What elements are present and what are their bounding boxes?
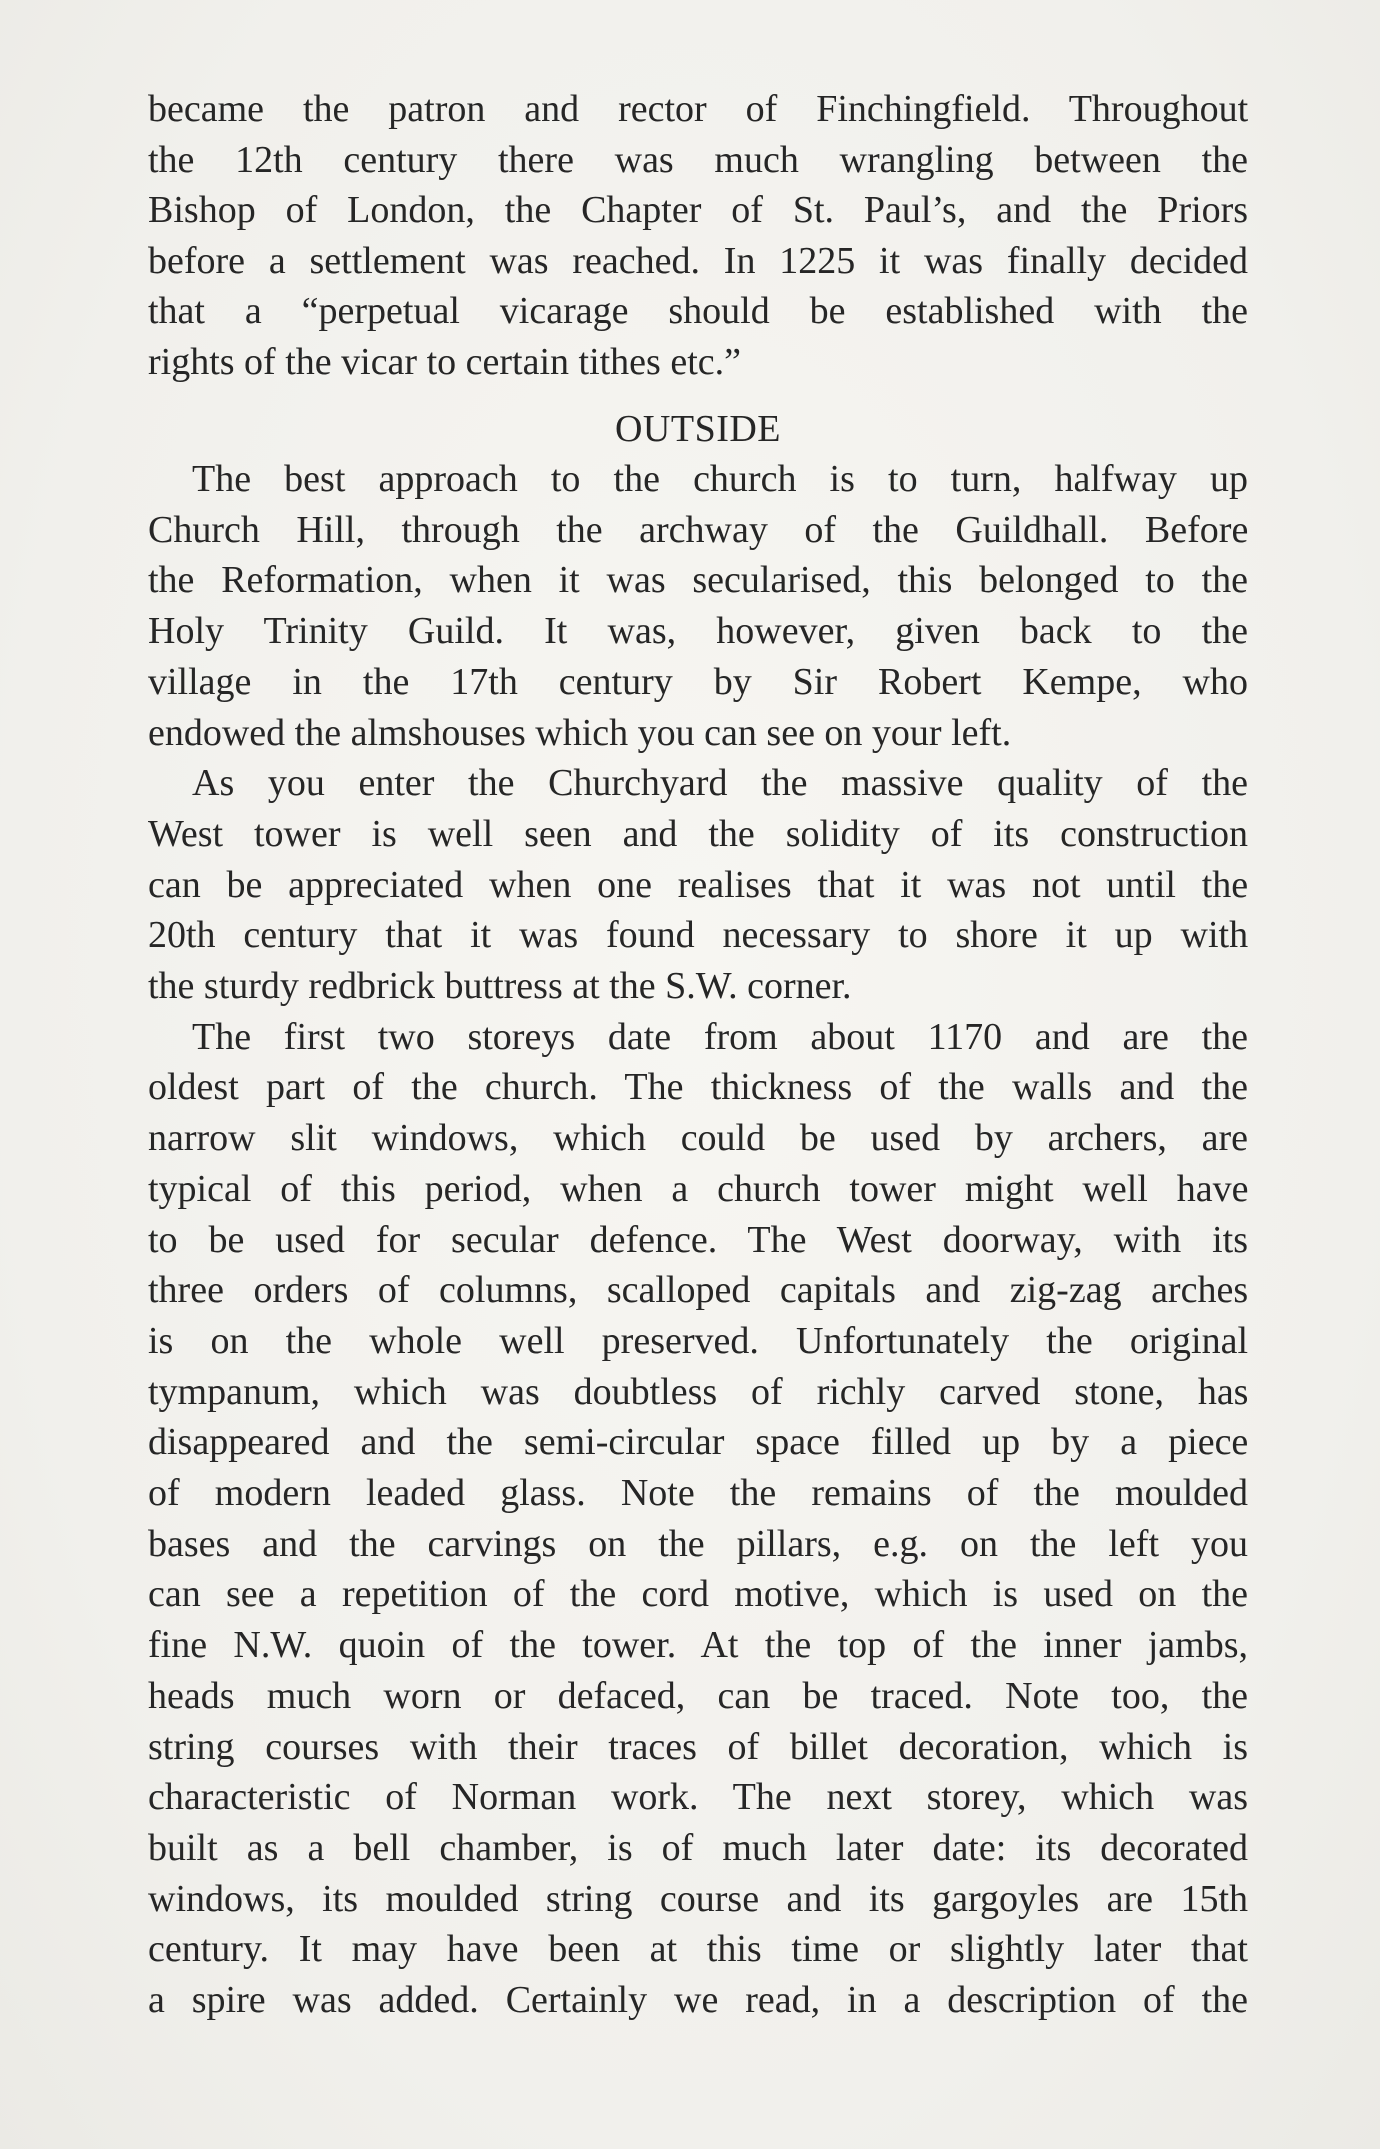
intro-line-2: the 12th century there was much wrangling between the xyxy=(148,138,1248,181)
para1-line-5: village in the 17th century by Sir Robert Kempe, who xyxy=(148,660,1248,703)
para1-line-4: Holy Trinity Guild. It was, however, given back to the xyxy=(148,610,1248,653)
para3-line-4: typical of this period, when a church tower might well have xyxy=(148,1167,1249,1210)
para3-line-5: to be used for secular defence. The West doorway, with its xyxy=(148,1218,1248,1261)
para3-line-12: can see a repetition of the cord motive, which is used on the xyxy=(148,1573,1248,1616)
intro-line-5: that a “perpetual vicarage should be established with the xyxy=(148,290,1248,332)
para3-line-2: oldest part of the church. The thickness of the walls and the xyxy=(148,1066,1248,1109)
para2-line-1: As you enter the Churchyard the massive quality of the xyxy=(192,762,1248,805)
para2-line-5: the sturdy redbrick buttress at the S.W. corner. xyxy=(148,965,852,1008)
para3-line-3: narrow slit windows, which could be used by archers, are xyxy=(148,1117,1248,1160)
para3-line-9: disappeared and the semi-circular space filled up by a piece xyxy=(148,1421,1249,1464)
para3-line-13: fine N.W. quoin of the tower. At the top of the inner jambs, xyxy=(148,1624,1248,1667)
intro-line-1: became the patron and rector of Finchingfield. Throughout xyxy=(148,88,1249,130)
para3-line-16: characteristic of Norman work. The next storey, which was xyxy=(148,1776,1248,1819)
intro-line-6: rights of the vicar to certain tithes etc.” xyxy=(148,340,741,383)
body-text xyxy=(148,454,1248,2026)
para3-line-19: century. It may have been at this time or slightly later that xyxy=(148,1928,1248,1971)
paragraph-approach xyxy=(148,454,1248,758)
intro-line-3: Bishop of London, the Chapter of St. Paul’s, and the Priors xyxy=(148,189,1249,231)
para1-line-1: The best approach to the church is to turn, halfway up xyxy=(192,458,1248,500)
para1-line-6: endowed the almshouses which you can see on your left. xyxy=(148,711,1012,754)
para1-line-2: Church Hill, through the archway of the Guildhall. Before xyxy=(148,508,1249,551)
para3-line-18: windows, its moulded string course and its gargoyles are 15th xyxy=(148,1877,1248,1920)
para2-line-2: West tower is well seen and the solidity of its construction xyxy=(148,812,1248,855)
para3-line-7: is on the whole well preserved. Unfortunately the original xyxy=(148,1319,1249,1362)
para3-line-17: built as a bell chamber, is of much later date: its decorated xyxy=(148,1826,1248,1869)
intro-paragraph xyxy=(148,84,1248,387)
para3-line-11: bases and the carvings on the pillars, e.g. on the left you xyxy=(148,1522,1248,1565)
para3-line-14: heads much worn or defaced, can be traced. Note too, the xyxy=(148,1674,1248,1717)
para2-line-4: 20th century that it was found necessary to shore it up with xyxy=(148,914,1249,957)
para2-line-3: can be appreciated when one realises that it was not until the xyxy=(148,863,1249,906)
intro-line-4: before a settlement was reached. In 1225 it was finally decided xyxy=(148,239,1249,282)
para3-line-15: string courses with their traces of billet decoration, which is xyxy=(148,1725,1248,1768)
para3-line-1: The first two storeys date from about 1170 and are the xyxy=(192,1015,1248,1058)
para3-line-6: three orders of columns, scalloped capitals and zig-zag arches xyxy=(148,1269,1249,1312)
paragraph-storeys xyxy=(148,1012,1248,2026)
section-heading: OUTSIDE xyxy=(614,408,782,450)
para3-line-8: tympanum, which was doubtless of richly carved stone, has xyxy=(148,1370,1249,1413)
para3-line-20: a spire was added. Certainly we read, in a description of the xyxy=(148,1979,1248,2022)
para1-line-3: the Reformation, when it was secularised, this belonged to the xyxy=(148,559,1248,602)
paragraph-churchyard xyxy=(148,758,1248,1012)
para3-line-10: of modern leaded glass. Note the remains of the moulded xyxy=(148,1472,1248,1515)
